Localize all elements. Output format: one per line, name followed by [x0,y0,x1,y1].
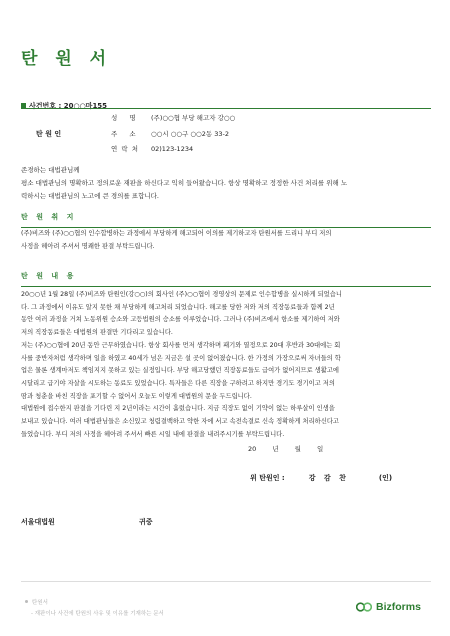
document-title: 탄 원 서 [21,49,113,69]
note-text: - 재판이나 사건에 탄원의 사유 및 이유를 기재하는 문서 [31,611,164,617]
content-paragraph [21,289,431,441]
paragraph-line: 업은 물론 생계마저도 책임지지 못하고 있는 실정입니다. 부당 해고당했던 직장동료들도 급여가 없어지므로 생활고에 [21,367,339,375]
row-value: ○○시 ○○구 ○○2동 33-2 [151,130,229,138]
paragraph-line: 사정을 헤아려 주셔서 명쾌한 판결 부탁드립니다. [21,242,155,250]
signer-name: 강 감 찬 [308,474,349,482]
addressee: 귀중 [139,518,153,526]
petitioner-row-name [111,113,235,127]
row-value: 02)123-1234 [151,145,194,153]
paragraph-line: 들었습니다. 부디 저의 사정을 헤아려 주셔서 빠른 시일 내에 판결을 내려주시기를 부탁드립니다. [21,430,285,438]
note-title [25,598,48,606]
brand-name: Bizforms [376,601,421,613]
court-name: 서울대법원 [21,518,55,526]
signer-label: 위 탄원인 : [250,474,285,482]
row-key: 주 소 [111,130,141,138]
date-line: 20 년 월 일 [248,445,324,453]
intro-line: 존경하는 대법관님께 [21,166,80,174]
paragraph-line: 다. 그 과정에서 이유도 알지 못한 채 부당하게 해고처리 되었습니다. 해고를 당한 저와 저의 직장동료들과 함께 2년 [21,303,335,311]
paragraph-line: 저는 (주)○○협에 20년 동안 근무하였습니다. 항상 회사를 먼저 생각하며 패기와 열정으로 20대 후반과 30대에는 회 [21,341,341,349]
row-key: 연 락 처 [111,145,139,153]
petitioner-row-address [111,129,229,143]
case-number [21,101,107,111]
petitioner-block [21,108,431,153]
row-value: (주)○○협 부당 해고자 강○○ [151,114,236,122]
paragraph-line: 저의 직장동료들은 대법원의 판결만 기다리고 있습니다. [21,329,173,337]
paragraph-line: 대법원에 접수한지 판결을 기다린 지 2년이라는 시간이 흘렀습니다. 지금 직장도 없이 기약이 없는 하루살이 인생을 [21,405,335,413]
paragraph-line: 20○○년 1월 28일 (주)비즈와 탄원인(강○○)의 회사인 (주)○○협이 경영상의 문제로 인수합병을 실시하게 되었습니 [21,291,342,298]
paragraph-line: 동안 여러 과정을 거쳐 노동위원 승소와 고등법원의 승소를 이루었습니다. 그러나 (주)비즈에서 항소를 제기하여 저와 [21,316,340,324]
paragraph-line: 보내고 있습니다. 여러 대법관님들은 소신있고 청렴결백하고 약한 자에 서고 속전속결로 신속 정확하게 처리하신다고 [21,418,339,426]
bullet-icon [25,600,28,603]
seal-mark: (인) [378,474,393,482]
brand-logo [356,600,421,614]
paragraph-line: (주)비즈와 (주)○○협의 인수합병하는 과정에서 부당하게 해고되어 이의를 제기하고자 탄원서를 드리니 부디 저의 [21,230,332,237]
bizforms-logo-icon [356,600,372,614]
note-title-text: 탄원서 [32,600,48,606]
paragraph-line: 땀과 청춘을 바친 직장을 포기할 수 없어서 오늘도 이렇게 대법원의 문을 두드립니다. [21,392,252,400]
paragraph-line: 사를 중반자처럼 생각하며 일을 하였고 40세가 넘은 지금은 설 곳이 없어졌습니다. 한 가정의 가장으로써 자녀들의 학 [21,354,341,362]
signature-line [250,473,392,483]
intro-line: 력하시는 대법관님의 노고에 큰 경의를 표합니다. [21,192,159,200]
intro-line: 평소 대법관님의 명확하고 정의로운 재판을 하신다고 익히 들어왔습니다. 항상 명확하고 정정한 사건 처리를 위해 노 [21,179,348,187]
row-key: 성 명 [111,114,141,122]
paragraph-line: 시달리고 급기야 자살을 시도하는 동료도 있었습니다. 특자들은 다른 직장을 구하려고 하지만 경기도 경기이고 저의 [21,379,335,387]
purpose-paragraph [21,228,431,253]
court-line [21,517,153,527]
section-heading-content: 탄 원 내 용 [21,271,431,287]
section-heading-purpose: 탄 원 취 지 [21,212,431,228]
petitioner-row-contact [111,144,193,158]
petitioner-label: 탄 원 인 [36,130,62,138]
intro-paragraph [21,164,431,203]
case-number-text: 사건번호 : 20○○마155 [29,102,108,110]
